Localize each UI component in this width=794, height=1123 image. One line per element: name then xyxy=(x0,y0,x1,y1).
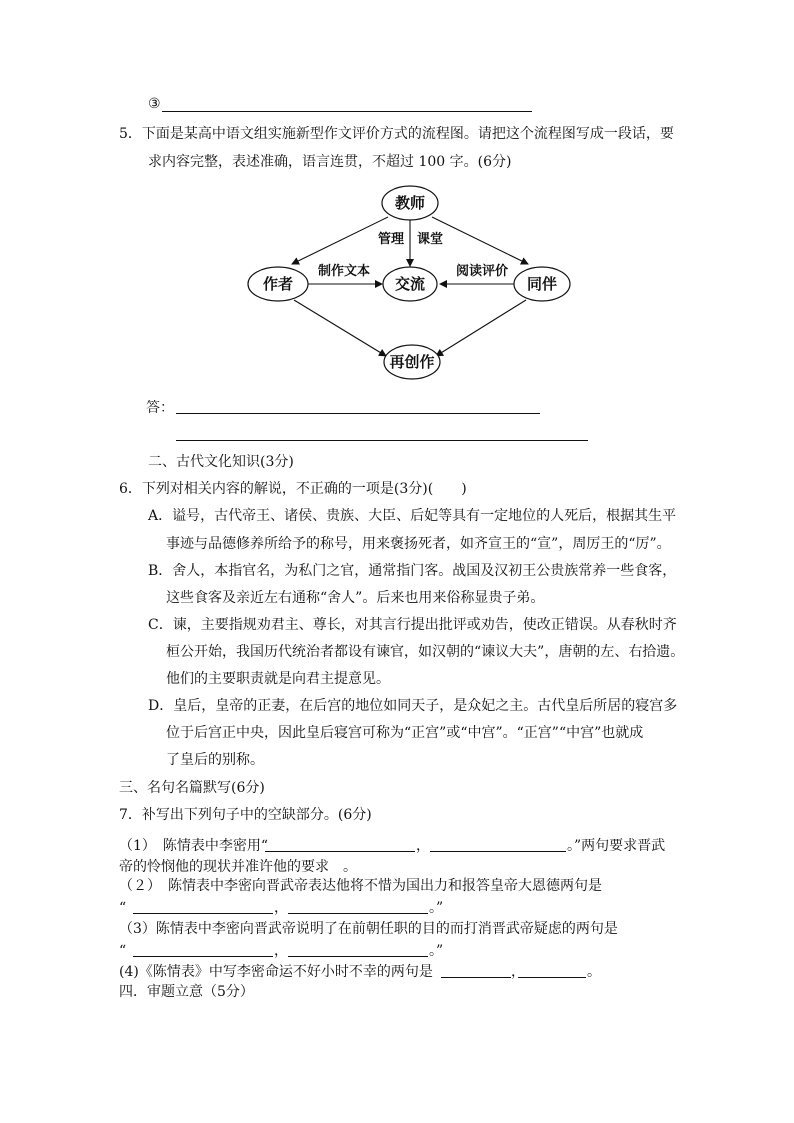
node-exchange: 交流 xyxy=(394,275,426,293)
edge-label-manage: 管理 xyxy=(377,232,405,247)
q6-option-a-line2: 事迹与品德修养所给予的称号，用来褒扬死者，如齐宣王的“宣”，周厉王的“厉”。 xyxy=(166,536,671,552)
q7-item2-open: “ xyxy=(119,900,127,916)
section2-title: 二、古代文化知识(3分) xyxy=(148,454,294,470)
q6-option-b-line2: 这些食客及亲近左右通称“舍人”。后来也用来俗称显贵子弟。 xyxy=(166,590,545,606)
q5-answer-line-2[interactable] xyxy=(176,440,588,441)
q7-item4-prefix: (4)《陈情表》中写李密命运不好小时不幸的两句是 xyxy=(119,964,433,980)
section4-title: 四．审题立意（5分） xyxy=(119,984,254,1000)
q7-item2-blank1[interactable] xyxy=(133,913,273,914)
q7-item3-comma: ， xyxy=(274,943,288,959)
q5-stem-line2: 求内容完整，表述准确，语言连贯，不超过 100 字。(6分) xyxy=(148,154,512,170)
node-recreate: 再创作 xyxy=(389,353,435,371)
edge-label-read-eval: 阅读评价 xyxy=(455,264,509,279)
q5-answer-label: 答： xyxy=(146,400,174,416)
node-teacher: 教师 xyxy=(394,194,426,212)
q7-item2-line1: （２） 陈情表中李密向晋武帝表达他将不惜为国出力和报答皇帝大恩德两句是 xyxy=(119,878,602,894)
q5-stem-line1: 5．下面是某高中语文组实施新型作文评价方式的流程图。请把这个流程图写成一段话，要 xyxy=(119,126,674,142)
q7-item1-comma: ， xyxy=(416,838,430,854)
q7-item4-blank2[interactable] xyxy=(518,977,586,978)
q7-item1-line2: 帝的怜悯他的现状并准许他的要求 。 xyxy=(119,859,357,875)
q7-item4-blank1[interactable] xyxy=(441,977,511,978)
edge-label-make-text: 制作文本 xyxy=(317,264,371,279)
edge-teacher-peer xyxy=(432,217,528,264)
q6-option-d-line1: D．皇后，皇帝的正妻，在后宫的地位如同天子，是众妃之主。古代皇后所居的寝宫多 xyxy=(148,698,678,714)
q7-stem: 7．补写出下列句子中的空缺部分。(6分) xyxy=(119,807,372,823)
q7-item4-comma: ， xyxy=(511,964,525,980)
q6-option-c-line1: C．谏，主要指规劝君主、尊长，对其言行提出批评或劝告，使改正错误。从春秋时齐 xyxy=(148,617,677,633)
q6-option-d-line3: 了皇后的别称。 xyxy=(166,752,264,768)
q7-item3-close: 。” xyxy=(429,943,444,959)
q7-item3-blank1[interactable] xyxy=(133,956,273,957)
q6-stem: 6．下列对相关内容的解说，不正确的一项是(3分)( ) xyxy=(119,481,467,497)
q7-item1-suffix: 。”两句要求晋武 xyxy=(567,838,666,854)
node-author: 作者 xyxy=(262,275,294,293)
q7-item2-blank2[interactable] xyxy=(288,913,428,914)
q7-item2-close: 。” xyxy=(429,900,444,916)
q7-item1-blank2[interactable] xyxy=(430,851,566,852)
q7-item1-prefix: （1） 陈情表中李密用“ xyxy=(119,838,269,854)
q7-item3-line1: （3）陈情表中李密向晋武帝说明了在前朝任职的目的而打消晋武帝疑虑的两句是 xyxy=(119,921,618,937)
answer-blank[interactable] xyxy=(162,111,532,112)
edge-peer-recreate xyxy=(436,300,526,356)
item-3-marker: ③ xyxy=(148,96,161,112)
q6-option-b-line1: B．舍人，本指官名，为私门之官，通常指门客。战国及汉初王公贵族常养一些食客， xyxy=(148,563,677,579)
q6-option-c-line2: 桓公开始，我国历代统治者都设有谏官，如汉朝的“谏议大夫”，唐朝的左、右拾遗。 xyxy=(166,644,685,660)
edge-label-classroom: 课堂 xyxy=(416,232,444,247)
q7-item2-comma: ， xyxy=(274,900,288,916)
q6-option-a-line1: A．谥号，古代帝王、诸侯、贵族、大臣、后妃等具有一定地位的人死后，根据其生平 xyxy=(148,508,677,524)
q5-answer-line-1[interactable] xyxy=(176,413,540,414)
edge-author-recreate xyxy=(294,300,386,356)
section3-title: 三、名句名篇默写(6分) xyxy=(119,780,265,796)
node-peer: 同伴 xyxy=(526,275,558,293)
q7-item3-open: “ xyxy=(119,943,127,959)
edge-teacher-author xyxy=(292,217,388,264)
q7-item1-blank1[interactable] xyxy=(265,851,415,852)
q6-option-d-line2: 位于后宫正中央，因此皇后寝宫可称为“正宫”或“中宫”。“正宫”“中宫”也就成 xyxy=(166,725,644,741)
q7-item3-blank2[interactable] xyxy=(288,956,428,957)
q7-item4-suffix: 。 xyxy=(587,964,601,980)
flowchart xyxy=(240,180,580,380)
q6-option-c-line3: 他们的主要职责就是向君主提意见。 xyxy=(166,671,390,687)
